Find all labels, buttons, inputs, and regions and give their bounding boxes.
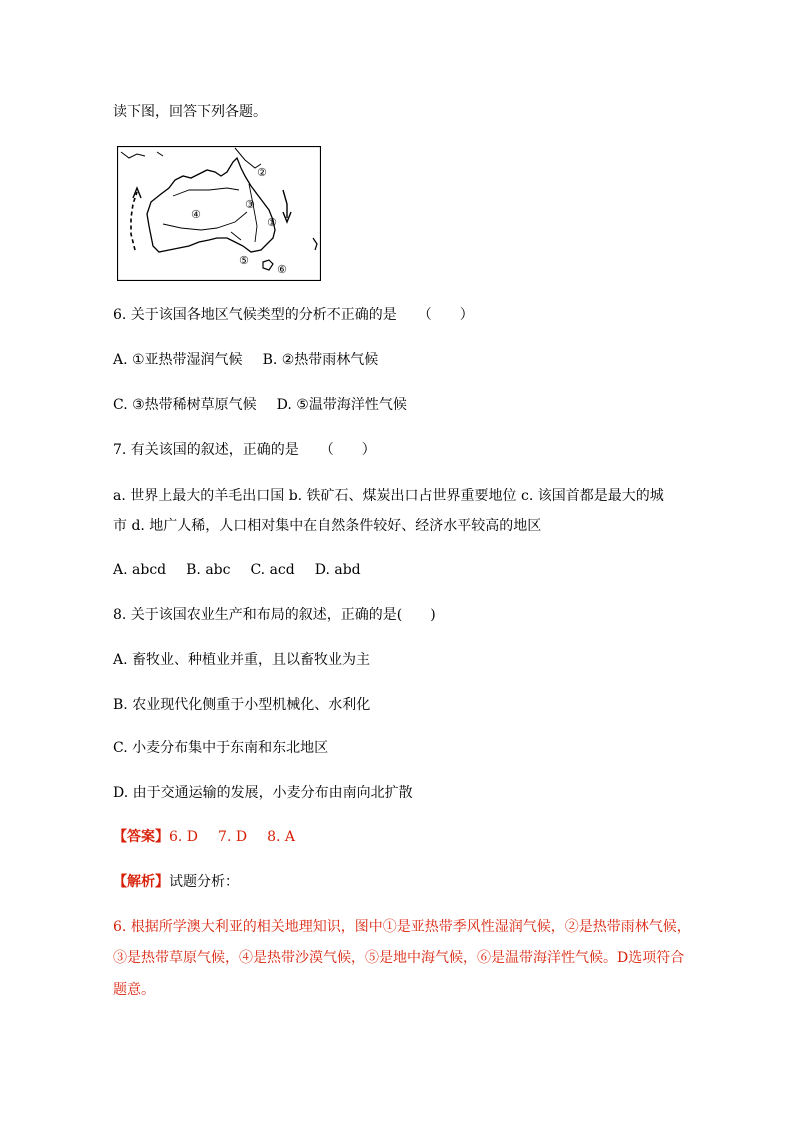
q7-stem: 7. 有关该国的叙述，正确的是 （ ） — [113, 442, 376, 458]
analysis-subtitle: 试题分析： — [169, 874, 239, 890]
analysis-line-2: ③是热带草原气候，④是热带沙漠气候，⑤是地中海气候，⑥是温带海洋性气候。D选项符合 — [113, 950, 685, 966]
analysis-label: 【解析】 — [113, 874, 169, 890]
answer-7: 7. D — [218, 829, 248, 845]
q6-options-ab — [113, 350, 378, 370]
analysis-line-1: 6. 根据所学澳大利亚的相关地理知识，图中①是亚热带季风性湿润气候，②是热带雨林气候， — [113, 919, 691, 935]
answer-6: 6. D — [169, 829, 199, 845]
analysis-heading — [113, 872, 239, 892]
q8-option-a: A. 畜牧业、种植业并重，且以畜牧业为主 — [113, 652, 371, 668]
q8-option-d: D. 由于交通运输的发展，小麦分布由南向北扩散 — [113, 785, 413, 801]
q8-option-c: C. 小麦分布集中于东南和东北地区 — [113, 740, 329, 756]
label-2: ② — [257, 166, 267, 179]
q7-option-a: A. abcd — [113, 562, 167, 578]
intro-text: 读下图，回答下列各题。 — [113, 104, 267, 120]
q6-stem: 6. 关于该国各地区气候类型的分析不正确的是 （ ） — [113, 307, 474, 323]
q7-options — [113, 560, 361, 580]
q7-option-b: B. abc — [186, 562, 231, 578]
label-4: ④ — [191, 208, 201, 221]
label-1: ① — [267, 216, 277, 229]
answer-8: 8. A — [267, 829, 296, 845]
q6-options-cd — [113, 395, 407, 415]
q6-option-b: B. ②热带雨林气候 — [262, 352, 379, 368]
q6-option-d: D. ⑤温带海洋性气候 — [276, 397, 407, 413]
label-5: ⑤ — [239, 254, 249, 267]
answer-label: 【答案】 — [113, 829, 169, 845]
q7-option-c: C. acd — [250, 562, 295, 578]
label-6: ⑥ — [277, 263, 287, 276]
answer-line — [113, 827, 295, 847]
q8-option-b: B. 农业现代化侧重于小型机械化、水利化 — [113, 697, 371, 713]
q8-stem: 8. 关于该国农业生产和布局的叙述，正确的是( ) — [113, 607, 436, 623]
q7-option-d: D. abd — [314, 562, 361, 578]
label-3: ③ — [245, 198, 255, 211]
q6-option-a: A. ①亚热带湿润气候 — [113, 352, 243, 368]
q7-statements-line2: 市 d. 地广人稀，人口相对集中在自然条件较好、经济水平较高的地区 — [113, 518, 542, 534]
q7-statements-line1: a. 世界上最大的羊毛出口国 b. 铁矿石、煤炭出口占世界重要地位 c. 该国首都是最大的城 — [113, 488, 664, 504]
australia-climate-map — [117, 146, 321, 281]
analysis-line-3: 题意。 — [113, 982, 155, 998]
q6-option-c: C. ③热带稀树草原气候 — [113, 397, 257, 413]
